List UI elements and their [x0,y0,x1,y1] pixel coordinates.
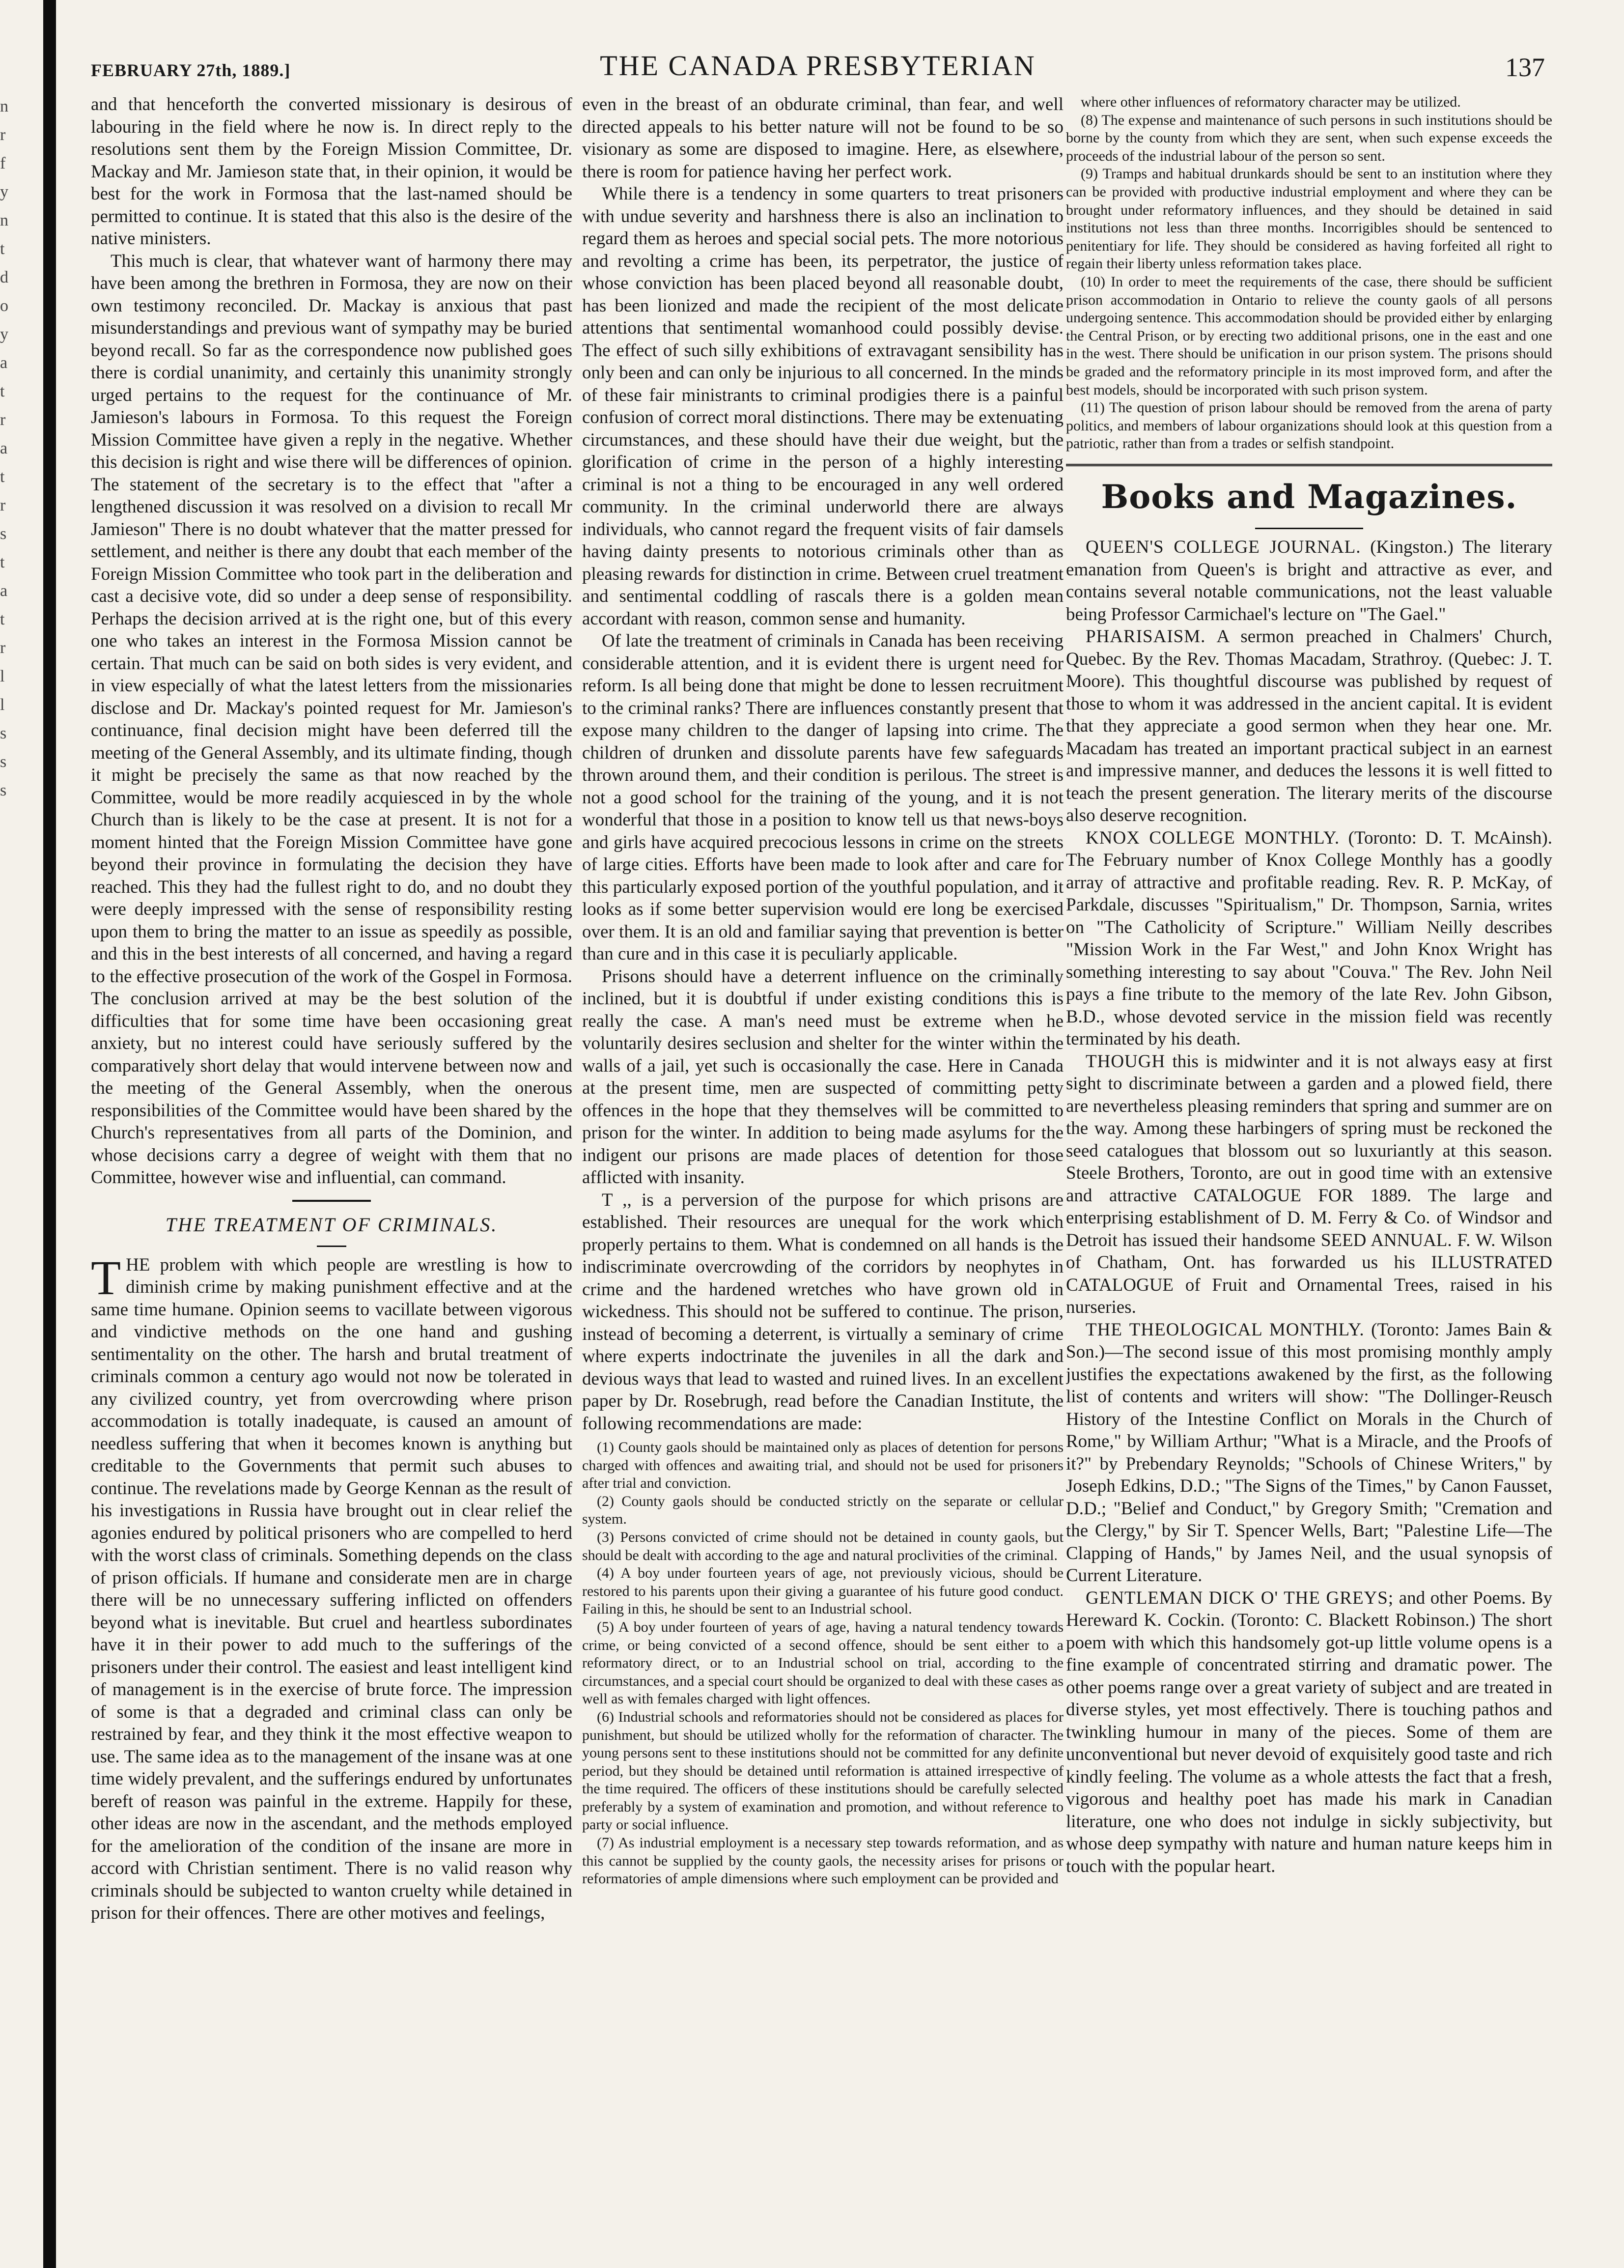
page-binding-margin [0,0,23,2268]
section-divider [1255,528,1363,529]
bleed-through-characters [0,98,20,811]
section-divider [1066,464,1552,466]
book-review: QUEEN'S COLLEGE JOURNAL. (Kingston.) The literary emanation from Queen's is bright and attractive as ever, and contains several notable communications, not the least valuable being Professor Carmichael's lecture on "The Gael." [1066,537,1552,624]
column-2 [582,93,1064,2250]
recommendation: (4) A boy under fourteen years of age, not previously vicious, should be restored to his parents upon their giving a guarantee of his future good conduct. Failing in this, he should be sent to an Industrial school. [582,1565,1064,1617]
book-review: PHARISAISM. A sermon preached in Chalmers' Church, Quebec. By the Rev. Thomas Macadam, Strathroy. (Quebec: J. T. Moore). This thoughtful discourse was published by request of those to whom it was addressed in the ancient capital. It is evident that they appreciate a good sermon when they hear one. Mr. Macadam has treated an important practical subject in an earnest and impressive manner, and deduces the lessons it is well fitted to teach the present generation. The literary merits of the discourse also deserve recognition. [1066,626,1552,826]
recommendation: (10) In order to meet the requirements of the case, there should be sufficient prison accommodation in Ontario to relieve the county gaols of all persons undergoing sentence. This accommodation should be provided either by enlarging the Central Prison, or by erecting two additional prisons, one in the east and one in the west. There should be unification in our prison system. The prisons should be graded and the reformatory principle in its most improved form, and after the best models, should be incorporated with such prison system. [1066,273,1552,398]
margin-char: s [0,525,7,543]
margin-char: o [0,297,8,315]
margin-char: l [0,696,5,714]
margin-char: y [0,325,8,343]
recommendation: (6) Industrial schools and reformatories should not be considered as places for punishment, but should be utilized wholly for the reformation of character. The young persons sent to these institutions should not be committed for any definite period, but they should be detained until reformation is attained irrespective of the time required. The officers of these institutions should be carefully selected preferably by a system of examination and promotion, and without reference to party or social influence. [582,1708,1064,1833]
recommendation: where other influences of reformatory character may be utilized. [1081,94,1461,110]
page-header [91,45,1545,85]
article-paragraph: Prisons should have a deterrent influence on the criminally inclined, but it is doubtful if under existing conditions this is really the case. A man's need must be extreme when he voluntarily desires seclusion and shelter for the winter within the walls of a jail, yet such is occasionally the case. Here in Canada at the present time, men are suspected of committing petty offences in the hope that they themselves will be committed to prison for the winter. In addition to being made asylums for the indigent our prisons are made places of detention for those afflicted with insanity. [582,966,1064,1188]
margin-char: a [0,354,8,372]
book-review: THOUGH this is midwinter and it is not always easy at first sight to discriminate between a garden and a plowed field, there are nevertheless pleasing reminders that spring and summer are on the way. Among these harbingers of spring must be reckoned the seed catalogues that blossom out so luxuriantly at this season. Steele Brothers, Toronto, are out in good time with an extensive and attractive CATALOGUE FOR 1889. The large and enterprising establishment of D. M. Ferry & Co. of Windsor and Detroit has issued their handsome SEED ANNUAL. F. W. Wilson of Chatham, Ont. has forwarded us his ILLUSTRATED CATALOGUE of Fruit and Ornamental Trees, raised in his nurseries. [1066,1051,1552,1318]
recommendations-list [582,1439,1064,1888]
book-review: KNOX COLLEGE MONTHLY. (Toronto: D. T. McAinsh). The February number of Knox College Monthly has a goodly array of attractive and profitable reading. Rev. R. P. McKay, of Parkdale, discusses "Spiritualism," Dr. Thompson, Sarnia, writes on "The Catholicity of Scripture." William Neilly describes "Mission Work in the Far West," and John Knox Wright has something interesting to say about "Couva." The Rev. John Neil pays a fine tribute to the memory of the late Rev. John Gibson, B.D., whose devoted service in the mission field was recently terminated by his death. [1066,827,1552,1049]
margin-char: r [0,496,6,514]
article-paragraph: even in the breast of an obdurate criminal, than fear, and well directed appeals to his better nature will not be found to be so visionary as some are disposed to imagine. Here, as elsewhere, there is room for patience having her perfect work. [582,94,1064,182]
article-paragraph: and that henceforth the converted missionary is desirous of labouring in the field where he now is. In direct reply to the resolutions sent them by the Foreign Mission Committee, Dr. Mackay and Mr. Jamieson state that, in their opinion, it would be best for the work in Formosa that the last-named should be permitted to continue. It is stated that this also is the desire of the native ministers. [91,94,572,249]
page-number: 137 [1505,53,1545,82]
margin-char: r [0,639,6,657]
drop-cap: T [91,1250,121,1305]
recommendation: (11) The question of prison labour should be removed from the arena of party politics, and members of labour organizations should look at this question from a patriotic, rather than from a trades or selfish standpoint. [1066,399,1552,452]
books-magazines-title: Books and Magazines. [1101,477,1517,516]
issue-date: FEBRUARY 27th, 1889.] [91,60,291,80]
margin-char: a [0,582,8,600]
article-paragraph: Of late the treatment of criminals in Canada has been receiving considerable attention, and it is evident there is urgent need for reform. Is all being done that might be done to lessen recruitment to the criminal ranks? There are influences constantly present that expose many children to the danger of lapsing into crime. The children of drunken and dissolute parents have few safeguards thrown around them, and their condition is perilous. The street is not a good school for the training of the young, and it is not wonderful that those in a position to know tell us that news-boys and girls have acquired precocious lessons in crime on the streets of large cities. Efforts have been made to look after and care for this particularly exposed portion of the youthful population, and it looks as if some better supervision would ere long be exercised over them. It is an old and familiar saying that prevention is better than cure and in this case it is peculiarly applicable. [582,631,1064,964]
margin-char: s [0,781,7,799]
binding-edge [43,0,56,2268]
book-review: GENTLEMAN DICK O' THE GREYS; and other Poems. By Hereward K. Cockin. (Toronto: C. Blackett Robinson.) The short poem with which this handsomely got-up little volume opens is a fine example of concentrated stirring and dramatic power. The other poems range over a great variety of subject and are treated in diverse styles, yet most effectively. There is touching pathos and twinkling humour in many of the pieces. Some of them are unconventional but never devoid of exquisitely good taste and rich kindly feeling. The volume as a whole attests the fact that a fresh, vigorous and healthy poet has made his mark in Canadian literature, one who does not indulge in sickly subjectivity, but whose deep sympathy with nature and human nature keeps him in touch with the popular heart. [1066,1588,1552,1876]
recommendations-list [1066,93,1552,453]
article-paragraph: T ,, is a perversion of the purpose for which prisons are established. Their resources are unequal for the work which properly pertains to them. What is condemned on all hands is the indiscriminate overcrowding of the corridors by neophytes in crime and the hardened wretches who have grown old in wickedness. This should not be suffered to continue. The prison, instead of becoming a deterrent, is virtually a seminary of crime where experts indoctrinate the juveniles in all the dark and devious ways that lead to wasted and ruined lives. In an excellent paper by Dr. Rosebrugh, read before the Canadian Institute, the following recommendations are made: [582,1190,1064,1434]
column-1 [91,93,572,2250]
margin-char: r [0,126,6,144]
publication-title: THE CANADA PRESBYTERIAN [600,50,1036,82]
margin-char: l [0,667,5,685]
margin-char: a [0,439,8,457]
margin-char: d [0,268,8,286]
article-paragraph: While there is a tendency in some quarters to treat prisoners with undue severity and harshness there is also an inclination to regard them as heroes and special social pets. The more notorious and revolting a crime has been, its perpetrator, the justice of whose conviction has been placed beyond all reasonable doubt, has been lionized and made the recipient of the most delicate attentions that sentimental womanhood could possibly devise. The effect of such silly exhibitions of extravagant sensibility has only been and can only be injurious to all concerned. In the minds of these fair ministrants to criminal prodigies there is a painful confusion of correct moral distinctions. There may be extenuating circumstances, and these should have their due weight, but the glorification of crime in the person of a highly interesting criminal is not a thing to be encouraged in any well ordered community. In the criminal underworld there are always individuals, who cannot regard the frequent visits of fair damsels having dainty presents to notorious criminals other than as pleasing rewards for distinction in crime. Between cruel treatment and sentimental coddling of rascals there is a golden mean accordant with reason, common sense and humanity. [582,184,1064,629]
recommendation: (8) The expense and maintenance of such persons in such institutions should be borne by the county from which they are sent, when such expense exceeds the proceeds of the industrial labour of the person so sent. [1066,112,1552,164]
margin-char: s [0,753,7,771]
margin-char: t [0,610,5,628]
margin-char: y [0,183,8,201]
recommendation: (1) County gaols should be maintained only as places of detention for persons charged with offences and awaiting trial, and should not be used for prisoners after trial and conviction. [582,1439,1064,1492]
book-review: THE THEOLOGICAL MONTHLY. (Toronto: James Bain & Son.)—The second issue of this most promising monthly amply justifies the expectations awakened by the first, as the following list of contents and writers will show: "The Dollinger-Reusch History of the Intestine Conflict on Morals in the Church of Rome," by William Arthur; "What is a Miracle, and the Proofs of it?" by Prebendary Reynolds; "Schools of Chinese Writers," by Joseph Edkins, D.D.; "The Signs of the Times," by Canon Fausset, D.D.; "Belief and Conduct," by Gregory Smith; "Cremation and the Clergy," by Sir T. Spencer Wells, Bart; "Palestine Life—The Clapping of Hands," by James Neil, and the usual synopsis of Current Literature. [1066,1319,1552,1586]
margin-char: t [0,240,5,258]
recommendation: (2) County gaols should be conducted strictly on the separate or cellular system. [582,1493,1064,1528]
margin-char: t [0,468,5,486]
margin-char: t [0,553,5,571]
margin-char: n [0,211,8,229]
margin-char: s [0,724,7,742]
section-divider [317,1246,346,1247]
section-title: THE TREATMENT OF CRIMINALS. [165,1213,498,1236]
recommendation: (5) A boy under fourteen of years of age, having a natural tendency towards crime, or being convicted of a second offence, should be sent either to a reformatory direct, or to an Industrial school on trial, according to the circumstances, and a special court should be organized to deal with these cases as well as with females charged with light offences. [582,1618,1064,1707]
margin-char: t [0,382,5,400]
margin-char: n [0,97,8,115]
recommendation: (7) As industrial employment is a necessary step towards reformation, and as this cannot be supplied by the county gaols, the necessity arises for prisons or reformatories of ample dimensions where such employment can be provided and [582,1835,1064,1887]
article-paragraph: THE problem with which people are wrestling is how to diminish crime by making punishment effective and at the same time humane. Opinion seems to vacillate between vigorous and vindictive methods on the one hand and gushing sentimentality on the other. The harsh and brutal treatment of criminals common a century ago would not now be tolerated in any civilized country, yet from overcrowding where prison accommodation is totally inadequate, is caused an amount of needless suffering that when it becomes known is anything but creditable to the Governments that permit such abuses to continue. The revelations made by George Kennan as the result of his investigations in Russia have brought out in clear relief the agonies endured by political prisoners who are compelled to herd with the worst class of criminals. Something depends on the class of prison officials. If humane and considerate men are in charge there will be no unnecessary suffering inflicted on offenders beyond what is inevitable. But cruel and heartless subordinates have it in their power to add much to the sufferings of the prisoners under their control. The easiest and least intelligent kind of management is in the exercise of brute force. The impression of some is that a degraded and criminal class can only be restrained by fear, and they think it the most effective weapon to use. The same idea as to the management of the insane was at one time widely prevalent, and the sufferings endured by unfortunates bereft of reason was painful in the extreme. Happily for these, other ideas are now in the ascendant, and the methods employed for the amelioration of the condition of the insane are more in accord with Christian sentiment. There is no valid reason why criminals should be subjected to wanton cruelty while detained in prison for their offences. There are other motives and feelings, [91,1250,572,1924]
section-divider [292,1200,371,1202]
recommendation: (9) Tramps and habitual drunkards should be sent to an institution where they can be provided with productive industrial employment and where they can be brought under reformatory influences, and they should be detained in said institutions not less than three months. Incorrigibles should be sentenced to penitentiary for life. They should be considered as having forfeited all right to regain their liberty unless reformation takes place. [1066,166,1552,272]
article-paragraph: This much is clear, that whatever want of harmony there may have been among the brethren in Formosa, they are now on their own testimony reconciled. Dr. Mackay is anxious that past misunderstandings and previous want of sympathy may be buried beyond recall. So far as the correspondence now published goes there is cordial unanimity, and certainly this unanimity strongly urged pertains to the request for the continuance of Mr. Jamieson's labours in Formosa. To this request the Foreign Mission Committee have given a reply in the negative. Whether this decision is right and wise there will be differences of opinion. The statement of the secretary is to the effect that "after a lengthened discussion it was resolved on a division to recall Mr Jamieson" There is no doubt whatever that the matter pressed for settlement, and neither is there any doubt that each member of the Foreign Mission Committee who took part in the deliberation and cast a decisive vote, did so under a deep sense of responsibility. Perhaps the decision arrived at is the right one, but of this every one who takes an interest in the Formosa Mission cannot be certain. That much can be said on both sides is very evident, and in view especially of what the latest letters from the missionaries disclose and Dr. Mackay's pointed request for Mr. Jamieson's continuance, final decision might have been deferred till the meeting of the General Assembly, and its ultimate finding, though it might be precisely the same as that now reached by the Committee, would be more readily acquiesced in by the whole Church than is likely to be the case at present. It is not for a moment hinted that the Foreign Mission Committee have gone beyond their province in formulating the decision they have reached. This they had the fullest right to do, and no doubt they were deeply impressed with the sense of responsibility resting upon them to bring the matter to an issue as speedily as possible, and this in the best interests of all concerned, and having a regard to the effective prosecution of the work of the Gospel in Formosa. The conclusion arrived at may be the best solution of the difficulties that for some time have been occasioning great anxiety, but no interest could have seriously suffered by the comparatively short delay that would intervene between now and the meeting of the General Assembly, when the onerous responsibilities of the Committee would have been shared by the Church's representatives from all parts of the Dominion, and whose decisions carry a degree of weight with them that no Committee, however wise and influential, can command. [91,251,572,1188]
margin-char: f [0,154,6,172]
column-3 [1066,93,1552,2250]
recommendation: (3) Persons convicted of crime should not be detained in county gaols, but should be dealt with according to the age and natural proclivities of the criminal. [582,1529,1064,1563]
margin-char: r [0,411,6,429]
